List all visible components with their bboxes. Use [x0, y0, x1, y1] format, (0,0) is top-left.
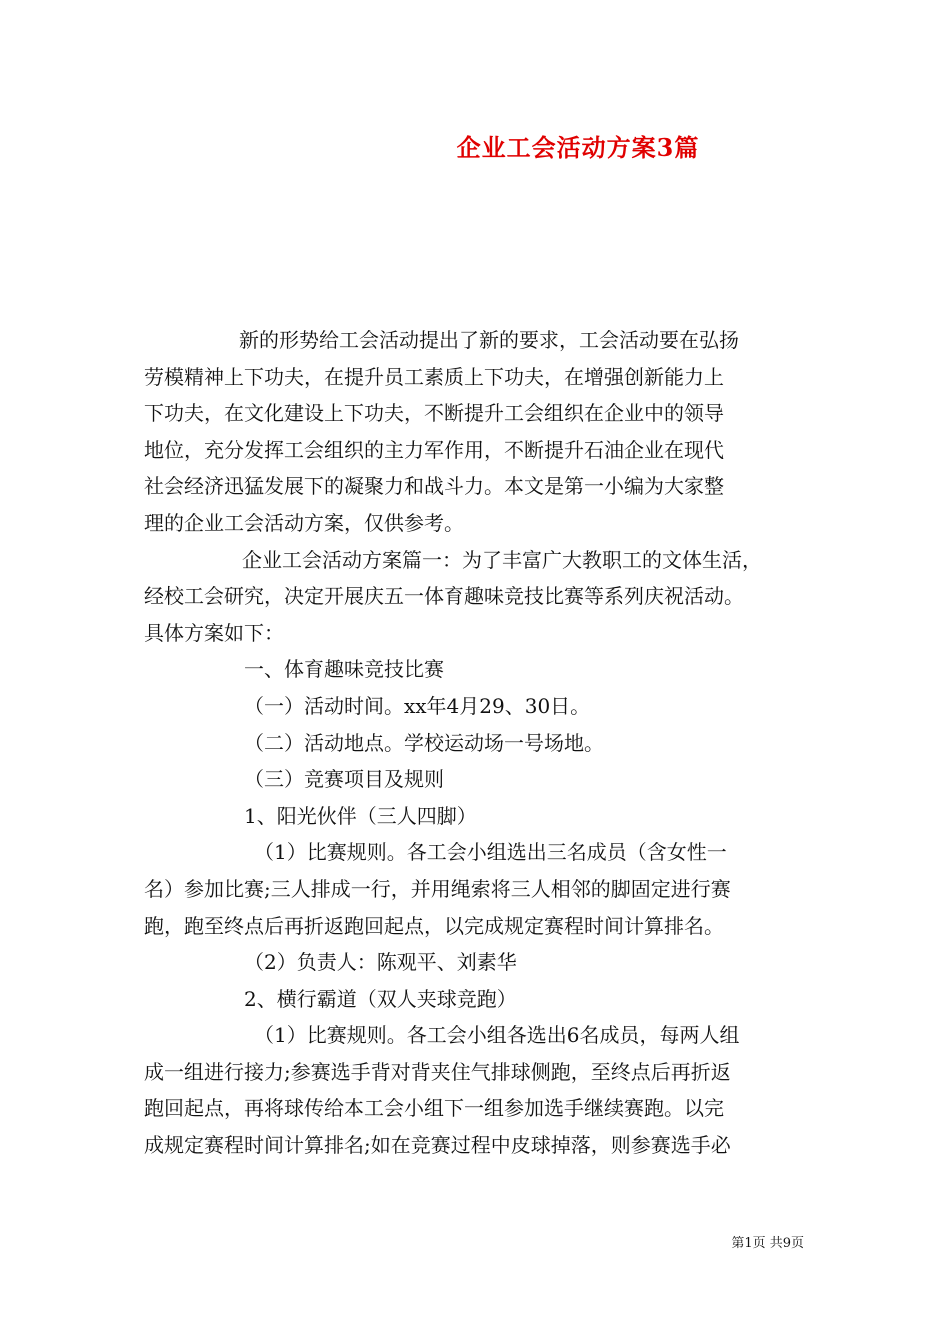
document-title — [0, 128, 950, 163]
paragraph-line: （一）活动时间。xx年4月29、30日。 — [244, 693, 591, 718]
paragraph-line: 理的企业工会活动方案，仅供参考。 — [144, 510, 464, 535]
paragraph-line: （1）比赛规则。各工会小组各选出6名成员，每两人组 — [254, 1023, 740, 1048]
paragraph-line: （三）竞赛项目及规则 — [244, 767, 444, 792]
paragraph-line: 企业工会活动方案篇一：为了丰富广大教职工的文体生活， — [242, 547, 762, 572]
paragraph-line: 具体方案如下： — [144, 620, 284, 645]
page-number-footer: 第1页 共9页 — [731, 1236, 804, 1251]
paragraph-line: 跑回起点，再将球传给本工会小组下一组参加选手继续赛跑。以完 — [144, 1096, 724, 1121]
paragraph-line: 1、阳光伙伴（三人四脚） — [244, 803, 477, 828]
paragraph-line: 社会经济迅猛发展下的凝聚力和战斗力。本文是第一小编为大家整 — [144, 474, 724, 499]
paragraph-line: 成一组进行接力;参赛选手背对背夹住气排球侧跑，至终点后再折返 — [144, 1059, 731, 1084]
paragraph-line: 2、横行霸道（双人夹球竞跑） — [244, 986, 517, 1011]
paragraph-line: （2）负责人：陈观平、刘素华 — [244, 950, 517, 975]
paragraph-line: （二）活动地点。学校运动场一号场地。 — [244, 730, 604, 755]
paragraph-line: （1）比赛规则。各工会小组选出三名成员（含女性一 — [254, 840, 727, 865]
title-text: 企业工会活动方案3篇 — [456, 133, 700, 162]
paragraph-line: 下功夫，在文化建设上下功夫，不断提升工会组织在企业中的领导 — [144, 401, 724, 426]
paragraph-line: 一、体育趣味竞技比赛 — [244, 657, 444, 682]
paragraph-line: 名）参加比赛;三人排成一行，并用绳索将三人相邻的脚固定进行赛 — [144, 876, 731, 901]
paragraph-line: 新的形势给工会活动提出了新的要求，工会活动要在弘扬 — [239, 328, 739, 352]
document-body — [144, 322, 806, 1164]
paragraph-line: 跑，跑至终点后再折返跑回起点，以完成规定赛程时间计算排名。 — [144, 913, 724, 938]
paragraph-line: 地位，充分发挥工会组织的主力军作用，不断提升石油企业在现代 — [144, 437, 724, 462]
paragraph-line: 劳模精神上下功夫，在提升员工素质上下功夫，在增强创新能力上 — [144, 364, 724, 389]
paragraph-line: 成规定赛程时间计算排名;如在竞赛过程中皮球掉落，则参赛选手必 — [144, 1133, 731, 1158]
paragraph-line: 经校工会研究，决定开展庆五一体育趣味竞技比赛等系列庆祝活动。 — [144, 584, 744, 609]
